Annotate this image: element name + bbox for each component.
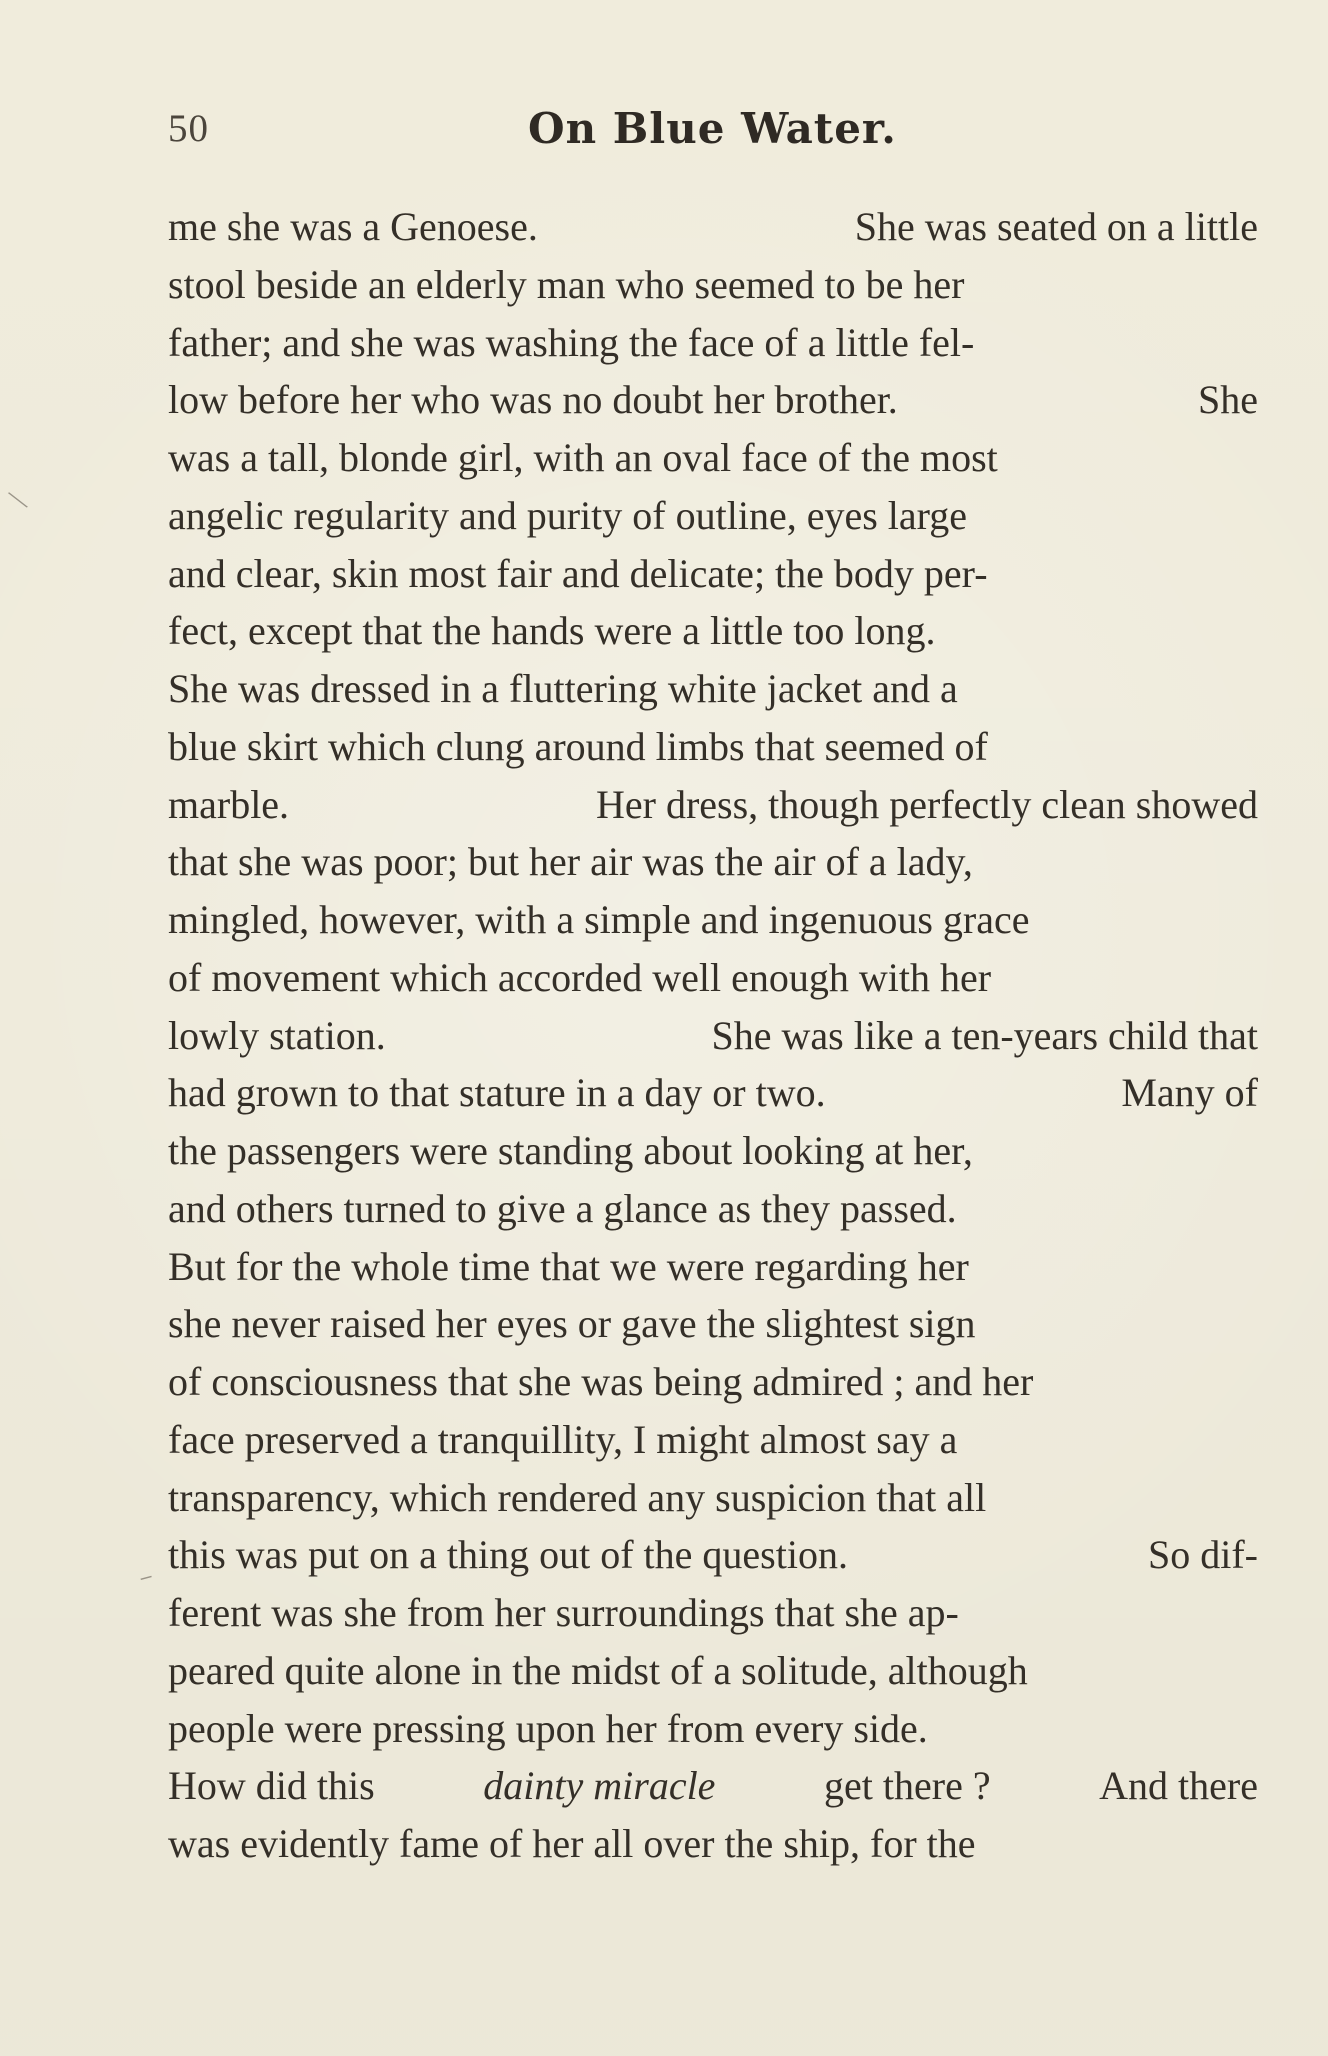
- text-segment: So dif-: [1148, 1532, 1258, 1578]
- page-text: [168, 198, 1258, 1873]
- text-line: [168, 371, 1258, 429]
- text-line: [168, 1064, 1258, 1122]
- text-segment: And there: [1099, 1763, 1258, 1809]
- text-segment: Many of: [1121, 1070, 1258, 1116]
- text-line: [168, 256, 1258, 314]
- text-line: [168, 1122, 1258, 1180]
- text-segment: me she was a Genoese.: [168, 204, 538, 249]
- text-segment: She was like a ten-years child that: [711, 1012, 1258, 1058]
- text-line: [168, 602, 1258, 660]
- text-line: [168, 1353, 1258, 1411]
- text-segment: was evidently fame of her all over the ship, for the: [168, 1821, 976, 1866]
- text-line: [168, 660, 1258, 718]
- text-segment: she never raised her eyes or gave the slightest sign: [168, 1301, 976, 1347]
- text-line: [168, 949, 1258, 1007]
- text-segment: that she was poor; but her air was the air of a lady,: [168, 839, 973, 885]
- text-segment: She: [1198, 377, 1258, 423]
- text-segment: the passengers were standing about looking at her,: [168, 1128, 973, 1173]
- text-segment: people were pressing upon her from every side.: [168, 1705, 928, 1751]
- text-segment: father; and she was washing the face of a little fel-: [168, 319, 975, 365]
- text-segment: transparency, which rendered any suspicion that all: [168, 1474, 987, 1520]
- text-line: [168, 1700, 1258, 1758]
- text-line: [168, 891, 1258, 949]
- text-line: [168, 1584, 1258, 1642]
- text-segment: this was put on a thing out of the question.: [168, 1532, 848, 1578]
- text-segment: marble.: [168, 781, 290, 827]
- text-line: [168, 1642, 1258, 1700]
- text-segment: angelic regularity and purity of outline, eyes large: [168, 492, 967, 538]
- text-line: [168, 1757, 1258, 1815]
- text-segment: ferent was she from her surroundings that she ap-: [168, 1590, 959, 1635]
- text-line: [168, 776, 1258, 834]
- text-segment: She was seated on a little: [854, 204, 1258, 249]
- text-line: [168, 1295, 1258, 1353]
- text-line: [168, 487, 1258, 545]
- text-line: [168, 718, 1258, 776]
- text-segment: But for the whole time that we were regarding her: [168, 1243, 969, 1289]
- text-segment: blue skirt which clung around limbs that seemed of: [168, 723, 988, 769]
- text-segment: face preserved a tranquillity, I might almost say a: [168, 1416, 958, 1462]
- text-segment: Her dress, though perfectly clean showed: [596, 781, 1258, 827]
- text-segment: stool beside an elderly man who seemed to be her: [168, 261, 965, 307]
- text-line: [168, 1238, 1258, 1296]
- text-segment: get there ?: [824, 1763, 991, 1809]
- text-line: [168, 833, 1258, 891]
- text-segment: lowly station.: [168, 1012, 386, 1058]
- text-line: [168, 429, 1258, 487]
- text-line: [168, 1815, 1258, 1873]
- text-segment: of movement which accorded well enough with her: [168, 954, 992, 1000]
- text-line: [168, 1180, 1258, 1238]
- text-segment: low before her who was no doubt her brother.: [168, 377, 898, 423]
- text-segment: mingled, however, with a simple and ingenuous grace: [168, 897, 1030, 942]
- italic-text: dainty miracle: [483, 1763, 716, 1809]
- text-line: [168, 1411, 1258, 1469]
- text-segment: How did this: [168, 1763, 375, 1809]
- text-segment: She was dressed in a fluttering white jacket and a: [168, 666, 958, 711]
- text-line: [168, 314, 1258, 372]
- text-segment: and others turned to give a glance as they passed.: [168, 1185, 957, 1231]
- text-segment: was a tall, blonde girl, with an oval face of the most: [168, 435, 998, 480]
- text-line: [168, 1526, 1258, 1584]
- page-header: [168, 104, 1178, 160]
- text-segment: peared quite alone in the midst of a solitude, although: [168, 1647, 1028, 1693]
- text-segment: fect, except that the hands were a little too long.: [168, 608, 936, 654]
- text-segment: and clear, skin most fair and delicate; the body per-: [168, 550, 988, 596]
- text-line: [168, 1007, 1258, 1065]
- text-segment: had grown to that stature in a day or two.: [168, 1070, 826, 1116]
- text-line: [168, 545, 1258, 603]
- margin-pencil-mark: ─: [138, 1566, 155, 1591]
- margin-pencil-mark: ╲: [8, 488, 28, 513]
- text-segment: of consciousness that she was being admired ; and her: [168, 1359, 1034, 1404]
- page-number: 50: [168, 107, 209, 150]
- text-line: [168, 198, 1258, 256]
- running-title: On Blue Water.: [528, 104, 897, 153]
- text-line: [168, 1469, 1258, 1527]
